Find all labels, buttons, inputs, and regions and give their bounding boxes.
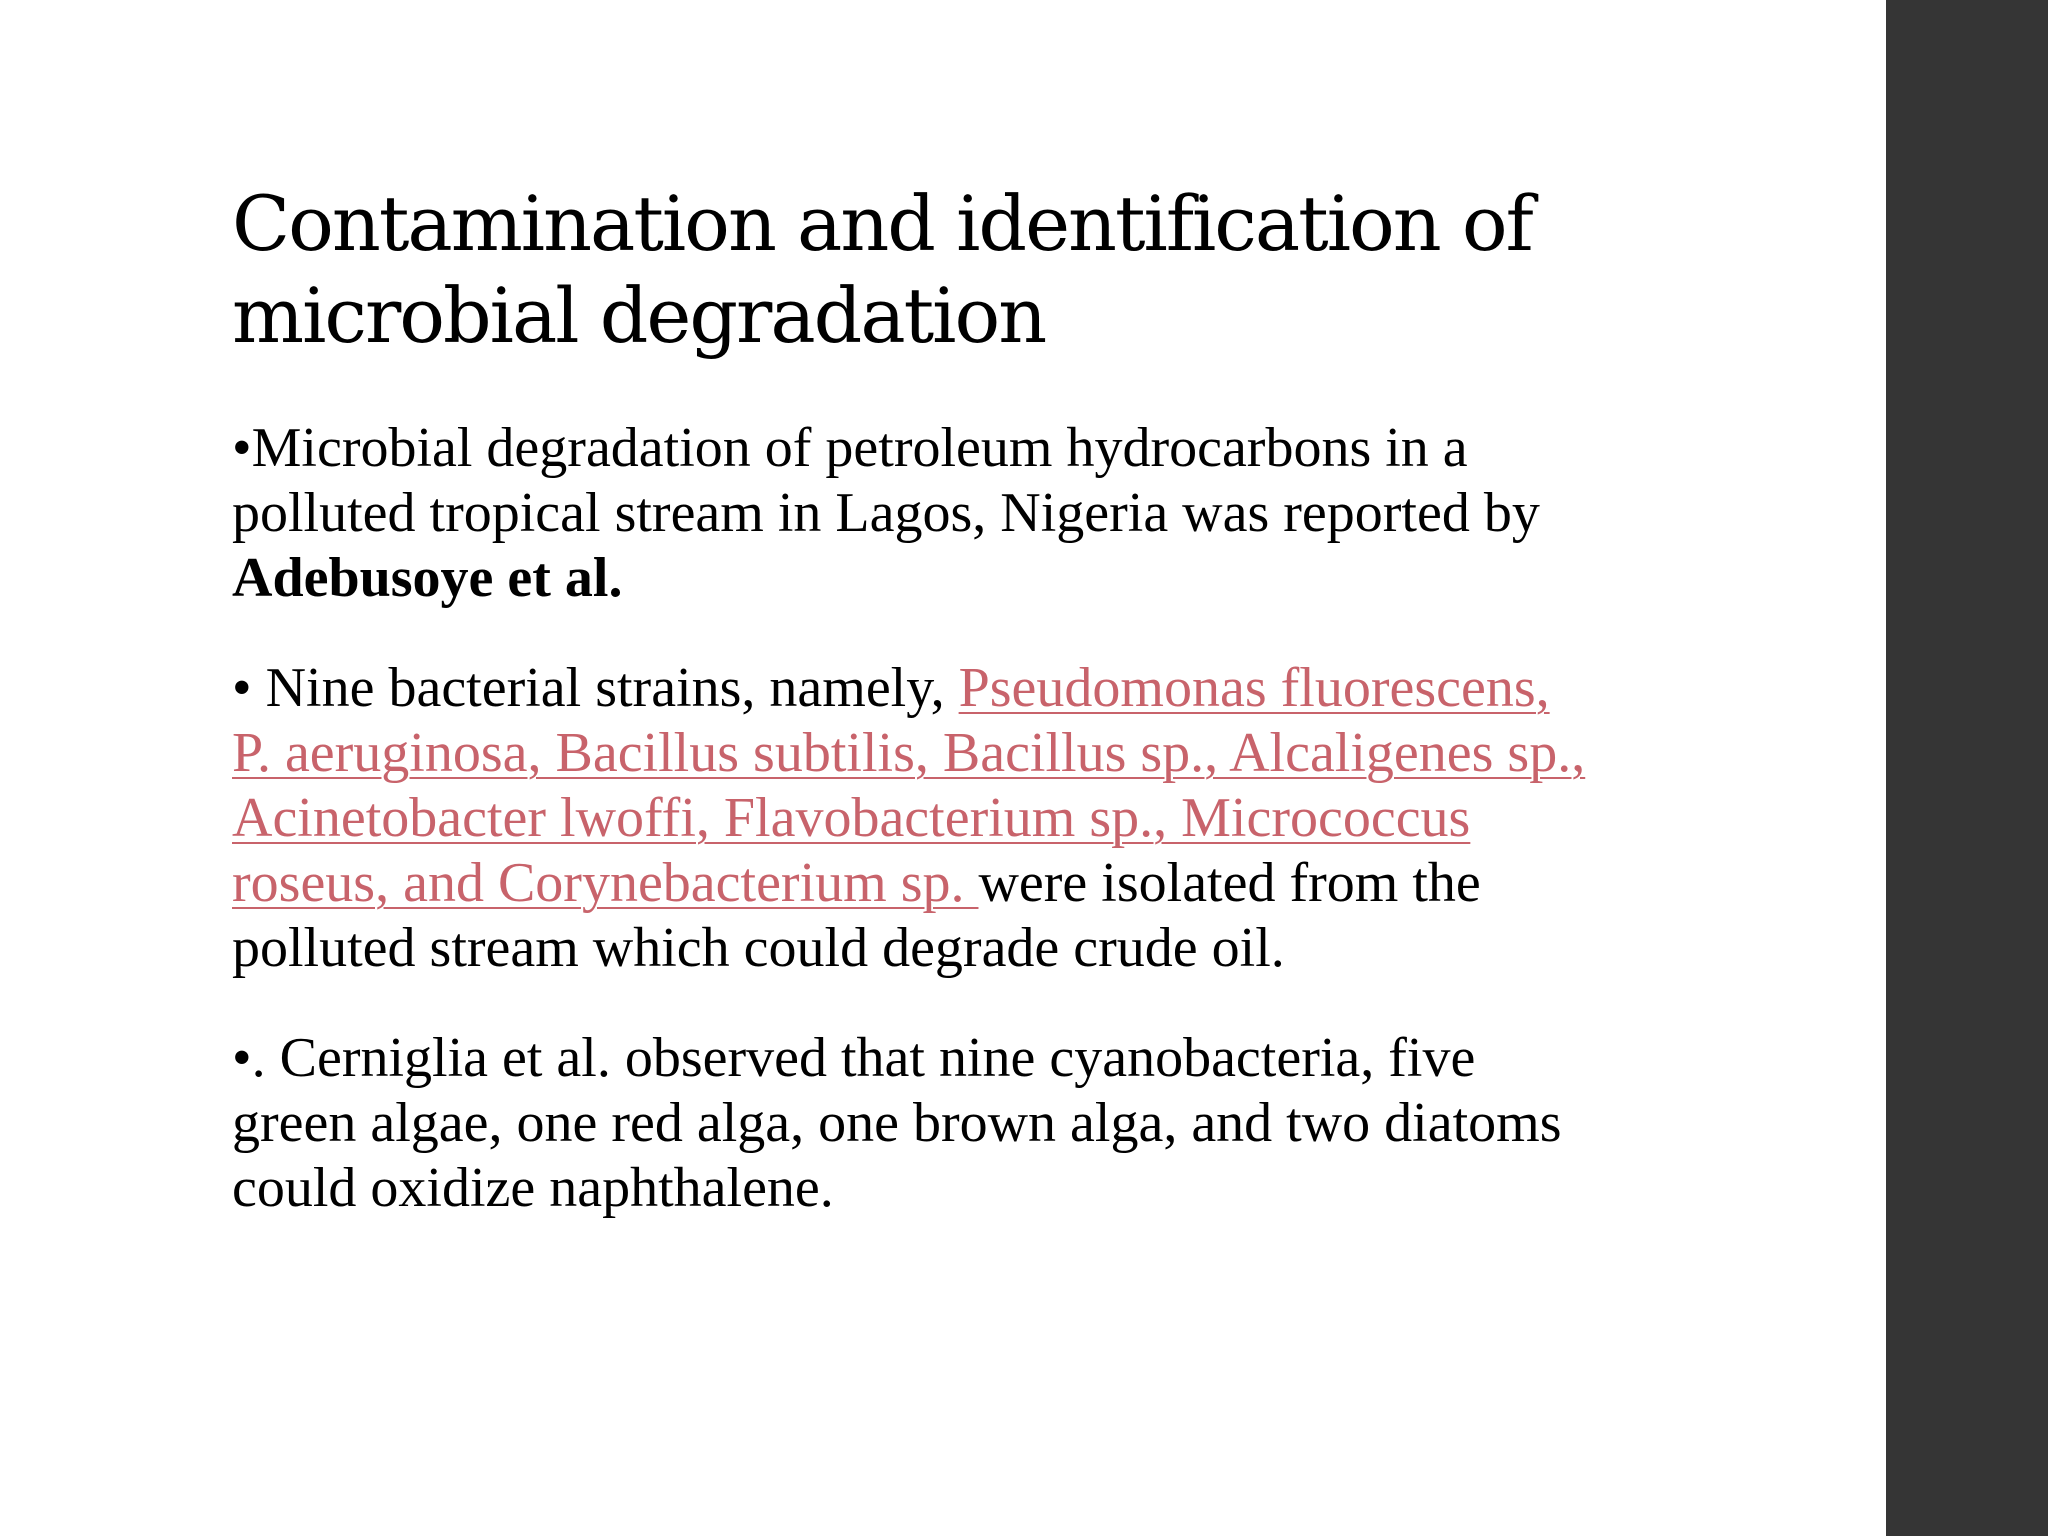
text-line	[232, 721, 1712, 786]
text-line: could oxidize naphthalene.	[232, 1157, 834, 1219]
text-line: green algae, one red alga, one brown alga, and two diatoms	[232, 1092, 1562, 1154]
text-line: polluted tropical stream in Lagos, Nigeria was reported by	[232, 482, 1540, 544]
bullet-intro-text: • Nine bacterial strains, namely,	[232, 657, 959, 719]
bullet-paragraph-adebusoye	[232, 416, 1712, 611]
bullet-paragraph-bacterial-strains	[232, 656, 1712, 981]
bacteria-list-link[interactable]: P. aeruginosa, Bacillus subtilis, Bacillus sp., Alcaligenes sp.,	[232, 722, 1586, 784]
text-line	[232, 851, 1712, 916]
text-line	[232, 656, 1712, 721]
slide-title-line: microbial degradation	[232, 271, 1046, 360]
slide-body	[232, 416, 1712, 1266]
bacteria-list-link[interactable]: Acinetobacter lwoffi, Flavobacterium sp., Micrococcus	[232, 787, 1471, 849]
author-citation: Adebusoye et al.	[232, 547, 623, 609]
bacteria-list-link[interactable]: roseus, and Corynebacterium sp.	[232, 852, 979, 914]
text-line	[232, 786, 1712, 851]
slide-title-line: Contamination and identification of	[232, 179, 1532, 268]
text-line: •. Cerniglia et al. observed that nine cyanobacteria, five	[232, 1027, 1476, 1089]
slide-title	[232, 178, 1692, 362]
text-line: •Microbial degradation of petroleum hydrocarbons in a	[232, 417, 1468, 479]
bullet-tail-text: were isolated from the	[978, 852, 1481, 914]
slide-side-bar	[1886, 0, 2048, 1536]
text-line: polluted stream which could degrade crude oil.	[232, 917, 1285, 979]
bullet-paragraph-cerniglia	[232, 1026, 1712, 1221]
bacteria-list-link[interactable]: Pseudomonas fluorescens,	[958, 657, 1550, 719]
